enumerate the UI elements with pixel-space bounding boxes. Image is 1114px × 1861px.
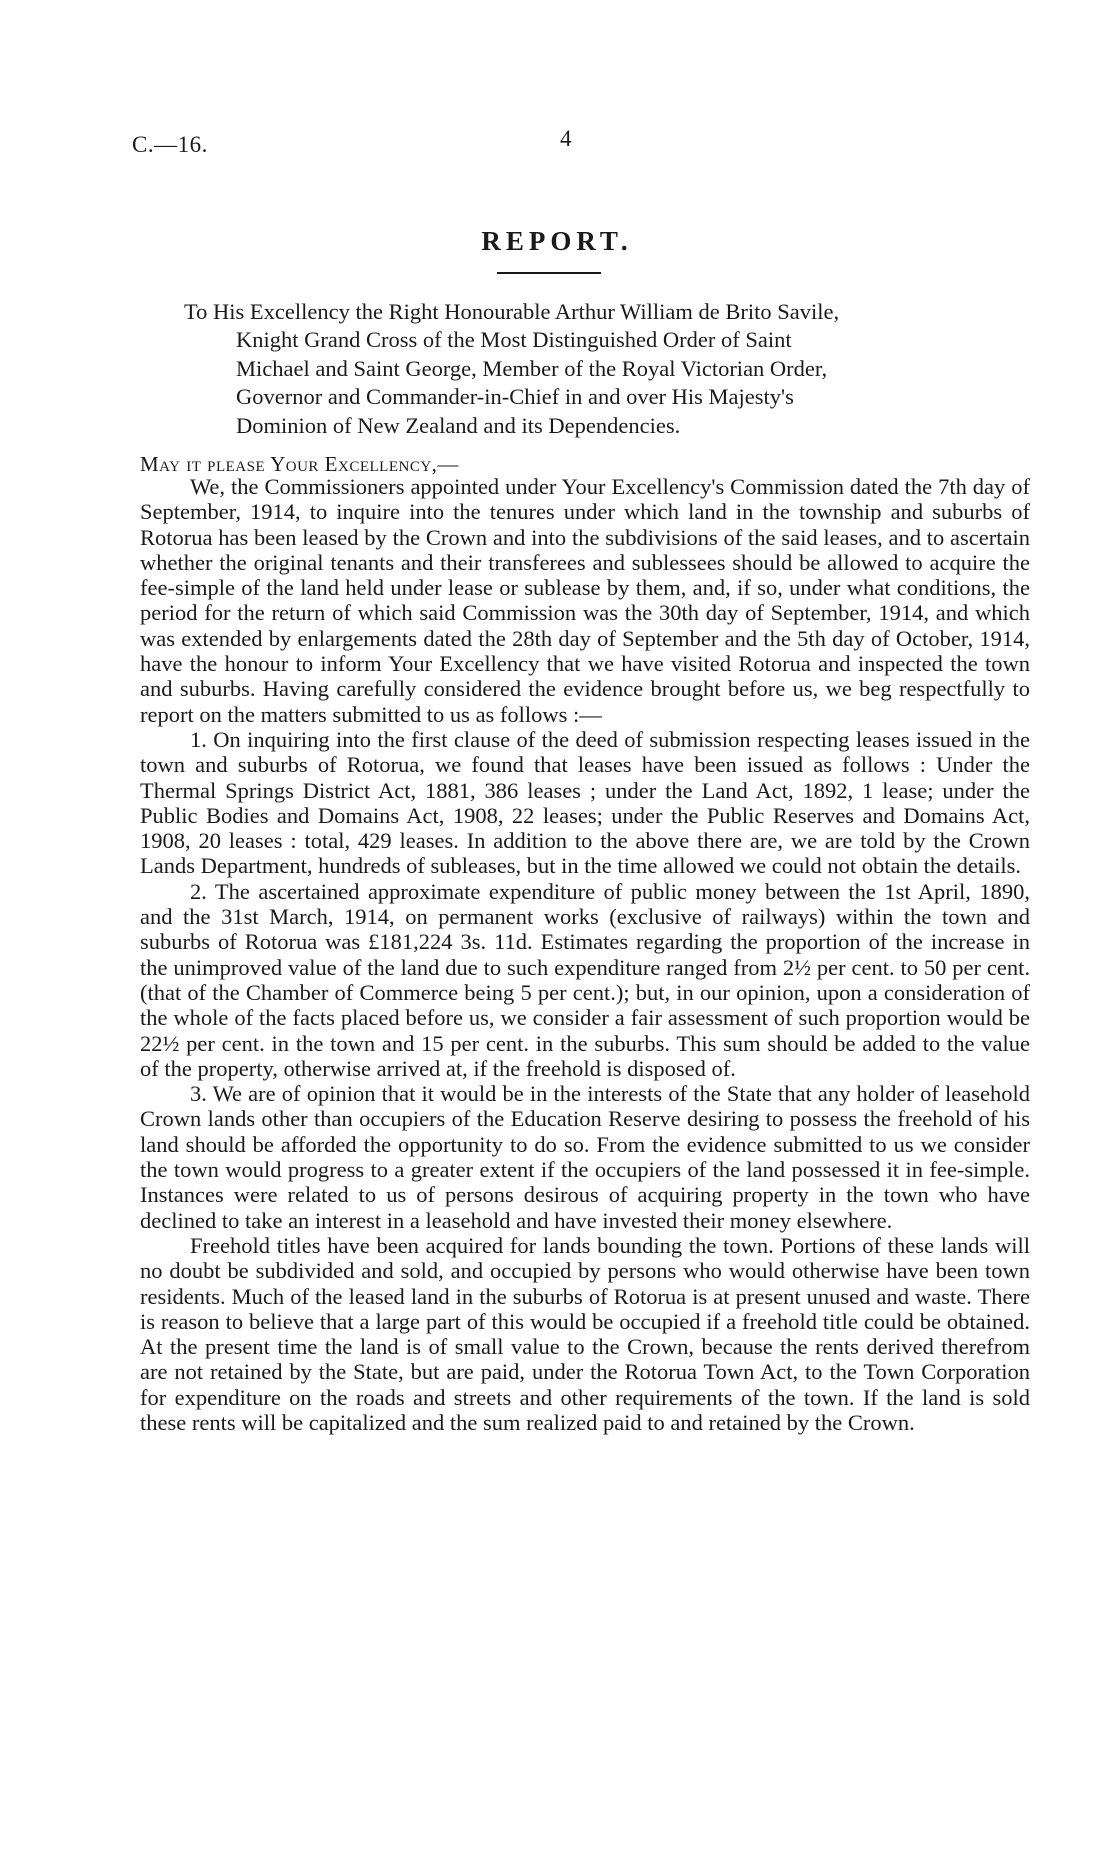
- address-line: Knight Grand Cross of the Most Distinguished Order of Saint: [236, 327, 792, 353]
- address-line: Michael and Saint George, Member of the Royal Victorian Order,: [236, 355, 828, 381]
- address-block: [184, 298, 1019, 440]
- report-body: [140, 474, 1030, 1435]
- paragraph-3: 3. We are of opinion that it would be in the interests of the State that any holder of leasehold Crown lands other than occupiers of the Education Reserve desiring to possess the freehold of his land should be afforded the opportunity to do so. From the evidence submitted to us we consider the town would progress to a greater extent if the occupiers of the land possessed it in fee-simple. Instances were related to us of persons desirous of acquiring property in the town who have declined to take an interest in a leasehold and have invested their money elsewhere.: [140, 1081, 1030, 1233]
- salutation: May it please Your Excellency,—: [140, 452, 459, 476]
- address-line: Governor and Commander-in-Chief in and over His Majesty's: [236, 384, 794, 410]
- paragraph-intro: We, the Commissioners appointed under Your Excellency's Commission dated the 7th day of September, 1914, to inquire into the tenures under which land in the township and suburbs of Rotorua has been leased by the Crown and into the subdivisions of the said leases, and to ascertain whether the original tenants and their transferees and sublessees should be allowed to acquire the fee-simple of the land held under lease or sublease by them, and, if so, under what conditions, the period for the return of which said Commission was the 30th day of September, 1914, and which was extended by enlargements dated the 28th day of September and the 5th day of October, 1914, have the honour to inform Your Excellency that we have visited Rotorua and inspected the town and suburbs. Having carefully considered the evidence brought before us, we beg respectfully to report on the matters submitted to us as follows :—: [140, 474, 1030, 727]
- address-line: To His Excellency the Right Honourable Arthur William de Brito Savile,: [184, 299, 840, 324]
- title-rule: [497, 272, 601, 274]
- report-title: REPORT.: [481, 226, 633, 256]
- page-number: 4: [560, 126, 572, 151]
- paragraph-2: 2. The ascertained approximate expenditure of public money between the 1st April, 1890, and the 31st March, 1914, on permanent works (exclusive of railways) within the town and suburbs of Rotorua was £181,224 3s. 11d. Estimates regarding the proportion of the increase in the unimproved value of the land due to such expenditure ranged from 2½ per cent. to 50 per cent. (that of the Chamber of Commerce being 5 per cent.); but, in our opinion, upon a consideration of the whole of the facts placed before us, we consider a fair assessment of such proportion would be 22½ per cent. in the town and 15 per cent. in the suburbs. This sum should be added to the value of the property, otherwise arrived at, if the freehold is disposed of.: [140, 878, 1030, 1081]
- document-reference: C.—16.: [132, 132, 208, 157]
- paragraph-1: 1. On inquiring into the first clause of the deed of submission respecting leases issued in the town and suburbs of Rotorua, we found that leases have been issued as follows : Under the Thermal Springs District Act, 1881, 386 leases ; under the Land Act, 1892, 1 lease; under the Public Bodies and Domains Act, 1908, 22 leases; under the Public Reserves and Domains Act, 1908, 20 leases : total, 429 leases. In addition to the above there are, we are told by the Crown Lands Department, hundreds of subleases, but in the time allowed we could not obtain the details.: [140, 726, 1030, 879]
- paragraph-freehold: Freehold titles have been acquired for lands bounding the town. Portions of these lands will no doubt be subdivided and sold, and occupied by persons who would otherwise have been town residents. Much of the leased land in the suburbs of Rotorua is at present unused and waste. There is reason to believe that a large part of this would be occupied if a freehold title could be obtained. At the present time the land is of small value to the Crown, because the rents derived therefrom are not retained by the State, but are paid, under the Rotorua Town Act, to the Town Corporation for expenditure on the roads and streets and other requirements of the town. If the land is sold these rents will be capitalized and the sum realized paid to and retained by the Crown.: [140, 1232, 1030, 1435]
- address-line: Dominion of New Zealand and its Dependencies.: [236, 412, 681, 438]
